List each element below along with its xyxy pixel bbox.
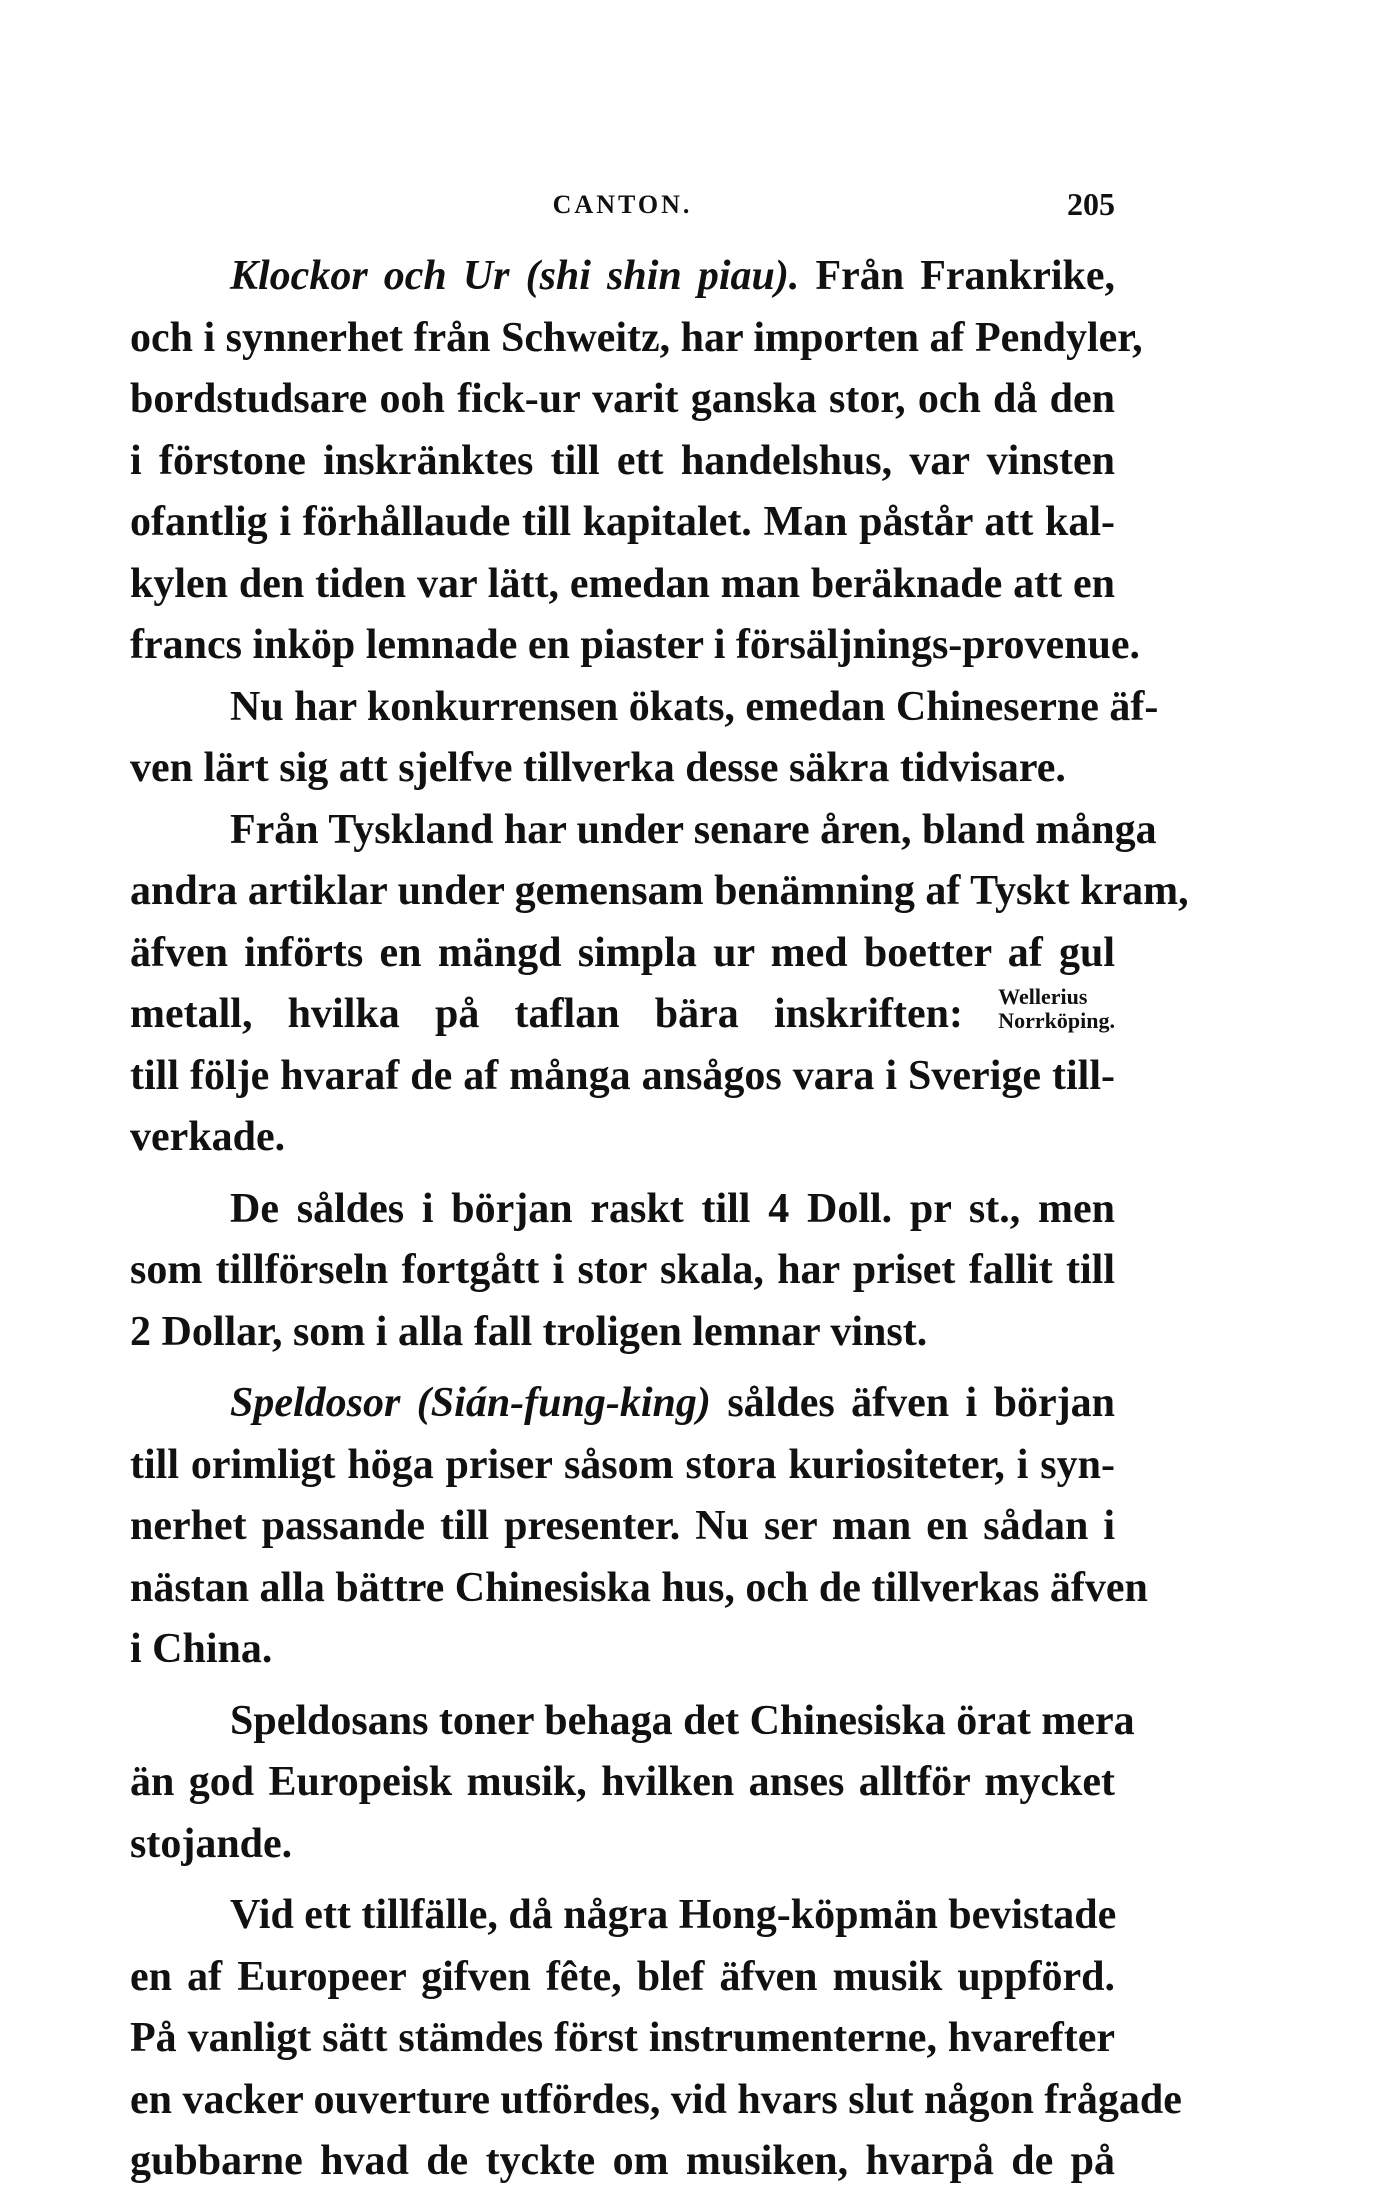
running-head — [130, 186, 1115, 234]
text-line: nästan alla bättre Chinesiska hus, och de tillverkas äfven — [130, 1564, 1148, 1611]
paragraph-germany — [130, 800, 1189, 1169]
italic-heading: Klockor och Ur (shi shin piau). — [230, 253, 800, 299]
text-line: en vacker ouverture utfördes, vid hvars slut någon frågade — [130, 2076, 1182, 2123]
text-line — [130, 1373, 1115, 1435]
text-line: bordstudsare ooh fick-ur varit ganska stor, och då den — [130, 376, 1115, 422]
text-line: till orimligt höga priser såsom stora kuriositeter, i syn- — [130, 1441, 1115, 1488]
text-line: ofantlig i förhållaude till kapitalet. Man påstår att kal- — [130, 499, 1115, 545]
text-line — [130, 246, 1115, 308]
text-line: och i synnerhet från Schweitz, har importen af Pendyler, — [130, 314, 1143, 361]
text-line: Vid ett tillfälle, då några Hong-köpmän bevistade — [230, 1892, 1117, 1938]
text-line: 2 Dollar, som i alla fall troligen lemnar vinst. — [130, 1308, 928, 1355]
text-line: Från Tyskland har under senare åren, bland många — [230, 806, 1157, 853]
paragraph-occasion — [130, 1885, 1182, 2193]
text-line: stojande. — [130, 1820, 293, 1867]
paragraph-competition — [130, 677, 1159, 800]
text-line: ven lärt sig att sjelfve tillverka desse säkra tidvisare. — [130, 745, 1066, 791]
running-title: CANTON. — [552, 190, 693, 219]
text-line: De såldes i början raskt till 4 Doll. pr st., men — [230, 1185, 1115, 1232]
paragraph-tones — [130, 1691, 1135, 1876]
text-line: verkade. — [130, 1114, 286, 1160]
inscription-place: Norrköping. — [998, 1008, 1115, 1034]
text-line: nerhet passande till presenter. Nu ser man en sådan i — [130, 1503, 1115, 1549]
text-span: metall, hvilka på taflan bära inskriften: — [130, 991, 964, 1037]
paragraph-clocks — [130, 246, 1143, 677]
text-span: såldes äfven i början — [727, 1380, 1116, 1426]
text-line: Speldosans toner behaga det Chinesiska örat mera — [230, 1697, 1135, 1744]
paragraph-music-boxes — [130, 1373, 1148, 1681]
book-page — [130, 186, 1189, 2193]
italic-heading: Speldosor (Sián-fung-king) — [230, 1380, 711, 1426]
text-line: i China. — [130, 1626, 273, 1672]
inscription — [998, 985, 1115, 1033]
text-line: gubbarne hvad de tyckte om musiken, hvarpå de på — [130, 2138, 1115, 2184]
page-number: 205 — [1067, 186, 1115, 222]
text-span: Från Frankrike, — [815, 253, 1116, 299]
text-line — [130, 984, 1115, 1046]
text-line: äfven införts en mängd simpla ur med boetter af gul — [130, 929, 1115, 976]
text-line: som tillförseln fortgått i stor skala, har priset fallit till — [130, 1247, 1115, 1293]
text-line: andra artiklar under gemensam benämning af Tyskt kram, — [130, 868, 1189, 914]
text-line: Nu har konkurrensen ökats, emedan Chineserne äf- — [230, 683, 1159, 730]
text-line: en af Europeer gifven fête, blef äfven musik uppförd. — [130, 1953, 1115, 2000]
inscription-maker: Wellerius — [998, 984, 1088, 1010]
text-line: På vanligt sätt stämdes först instrumenterne, hvarefter — [130, 2015, 1115, 2061]
text-line: i förstone inskränktes till ett handelshus, var vinsten — [130, 437, 1115, 484]
text-line: till följe hvaraf de af många ansågos vara i Sverige till- — [130, 1052, 1115, 1099]
text-line: än god Europeisk musik, hvilken anses alltför mycket — [130, 1759, 1115, 1805]
paragraph-price — [130, 1179, 1115, 1364]
text-line: francs inköp lemnade en piaster i försäljnings-provenue. — [130, 622, 1141, 668]
text-line: kylen den tiden var lätt, emedan man beräknade att en — [130, 560, 1115, 607]
